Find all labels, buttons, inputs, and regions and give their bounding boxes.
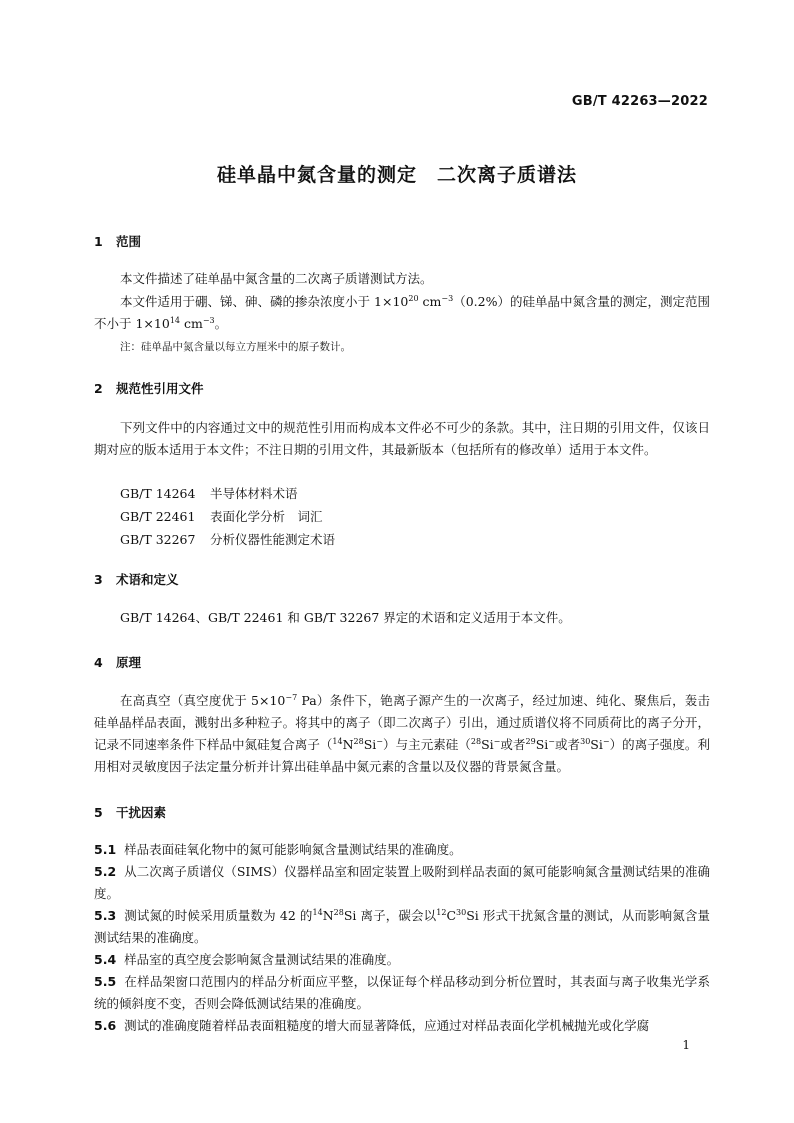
superscript: 14	[169, 315, 180, 325]
item-text: 样品室的真空度会影响氮含量测试结果的准确度。	[124, 952, 400, 967]
item-number: 5.3	[94, 908, 117, 923]
text: 或者	[500, 737, 526, 752]
item-number: 5.2	[94, 864, 117, 879]
section-title: 范围	[116, 234, 142, 249]
section-1-note: 注：硅单晶中氮含量以每立方厘米中的原子数计。	[120, 341, 351, 353]
text: Si	[590, 737, 603, 752]
item-text: 在样品架窗口范围内的样品分析面应平整，以保证每个样品移动到分析位置时，其表面与离子收集光学系统的倾斜度不变，否则会降低测试结果的准确度。	[94, 974, 710, 1011]
section-5-heading	[94, 803, 166, 821]
section-title: 术语和定义	[116, 572, 179, 587]
text: Si	[481, 737, 494, 752]
superscript: −	[376, 736, 383, 746]
superscript: −3	[441, 293, 454, 303]
reference-name: 分析仪器性能测定术语	[210, 532, 336, 547]
superscript: 20	[408, 293, 419, 303]
section-4-heading	[94, 653, 141, 671]
text: N	[342, 737, 354, 752]
document-title: 硅单晶中氮含量的测定 二次离子质谱法	[216, 164, 577, 186]
text: Pa）条件下，铯离子源产生的一次离子，经过加速、纯化、聚焦后，轰击硅单晶样品表面，溅射出多种粒子。将其中的离子（即二次离子）引出，通过质谱仪将不同质荷比的离子分开，记录不同速率条件下样品中氮硅复合离子（	[94, 693, 710, 752]
superscript: 14	[312, 907, 323, 917]
superscript: 29	[525, 736, 536, 746]
item-number: 5.6	[94, 1018, 117, 1033]
item-text: 从二次离子质谱仪（SIMS）仪器样品室和固定装置上吸附到样品表面的氮可能影响氮含量测试结果的准确度。	[94, 864, 710, 901]
interference-item	[94, 861, 710, 905]
reference-code: GB/T 22461	[120, 509, 196, 524]
text: ）的离子强度。利用相对灵敏度因子法定量分析并计算出硅单晶中氮元素的含量以及仪器的背景氮含量。	[94, 737, 710, 774]
reference-name: 半导体材料术语	[210, 486, 298, 501]
superscript: 28	[470, 736, 482, 746]
item-text: 样品表面硅氧化物中的氮可能影响氮含量测试结果的准确度。	[124, 842, 462, 857]
section-title: 原理	[116, 655, 142, 670]
text: 或者	[554, 737, 581, 752]
reference-item	[120, 530, 335, 548]
item-text: 测试的准确度随着样品表面粗糙度的增大而显著降低，应通过对样品表面化学机械抛光或化学腐	[124, 1018, 650, 1033]
text: Si	[363, 737, 377, 752]
reference-name: 表面化学分析 词汇	[210, 509, 323, 524]
section-title: 干扰因素	[116, 805, 167, 820]
section-1-heading	[94, 232, 141, 250]
reference-code: GB/T 14264	[120, 486, 196, 501]
superscript: −	[493, 736, 501, 746]
section-2-paragraph-1: 下列文件中的内容通过文中的规范性引用而构成本文件必不可少的条款。其中，注日期的引用文件，仅该日期对应的版本适用于本文件；不注日期的引用文件，其最新版本（包括所有的修改单）适用于本文件。	[94, 420, 710, 457]
superscript: 14	[332, 736, 343, 746]
text: N	[322, 908, 334, 923]
item-number: 5.1	[94, 842, 117, 857]
text: ）与主元素硅（	[383, 737, 471, 752]
reference-item	[120, 507, 323, 525]
reference-item	[120, 484, 298, 502]
section-2-heading	[94, 379, 204, 397]
interference-item	[94, 1015, 710, 1037]
text: （0.2%）的硅单晶中氮含量的测定，测定范围不小于 1×10	[94, 294, 711, 331]
item-number: 5.5	[94, 974, 117, 989]
section-number: 1	[94, 234, 103, 249]
superscript: 30	[580, 736, 591, 746]
section-1-paragraph-2	[94, 291, 710, 335]
section-4-paragraph-1	[94, 690, 710, 778]
text: Si 离子，碳会以	[343, 908, 437, 923]
section-number: 5	[94, 805, 103, 820]
superscript: −7	[285, 692, 298, 702]
superscript: 30	[456, 907, 467, 917]
text: 本文件适用于硼、锑、砷、磷的掺杂浓度小于 1×10	[120, 294, 409, 309]
section-3-paragraph-1: GB/T 14264、GB/T 22461 和 GB/T 32267 界定的术语和定义适用于本文件。	[120, 610, 571, 625]
text: cm	[180, 316, 203, 331]
interference-item	[94, 971, 710, 1015]
section-1-paragraph-1: 本文件描述了硅单晶中氮含量的二次离子质谱测试方法。	[120, 271, 433, 286]
interference-item	[94, 839, 710, 861]
page-number: 1	[682, 1038, 690, 1052]
superscript: −	[548, 736, 555, 746]
text: 。	[214, 316, 228, 331]
item-number: 5.4	[94, 952, 117, 967]
text: Si 形式干扰氮含量的测试，从而影响氮含量测试结果的准确度。	[94, 908, 710, 945]
superscript: 28	[353, 736, 364, 746]
interference-item	[94, 905, 710, 949]
text: 测试氮的时候采用质量数为 42 的	[124, 908, 313, 923]
text: 在高真空（真空度优于 5×10	[120, 693, 286, 708]
standard-number: GB/T 42263—2022	[571, 94, 708, 109]
superscript: −	[602, 736, 610, 746]
section-title: 规范性引用文件	[116, 381, 204, 396]
text: cm	[418, 294, 442, 309]
superscript: 12	[436, 907, 447, 917]
section-number: 2	[94, 381, 103, 396]
text: Si	[535, 737, 549, 752]
section-number: 4	[94, 655, 103, 670]
superscript: 28	[333, 907, 344, 917]
section-number: 3	[94, 572, 103, 587]
interference-item	[94, 949, 710, 971]
reference-code: GB/T 32267	[120, 532, 196, 547]
text: C	[446, 908, 457, 923]
superscript: −3	[202, 315, 215, 325]
section-3-heading	[94, 570, 179, 588]
